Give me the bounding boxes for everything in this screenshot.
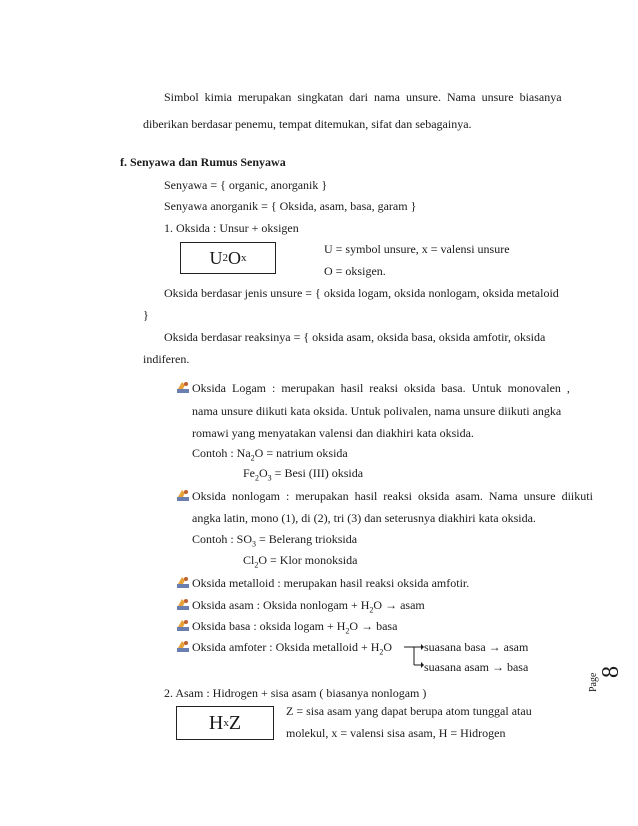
paragraph-line: diberikan berdasar penemu, tempat ditemukan, sifat dan sebagainya. xyxy=(143,117,472,131)
branch-arrow-icon xyxy=(402,640,424,670)
bullet-icon xyxy=(176,619,190,632)
formula-subscript: 2 xyxy=(222,252,228,264)
text-line: } xyxy=(143,308,149,322)
example-line xyxy=(243,466,363,485)
bullet-text: angka latin, mono (1), di (2), tri (3) dan seterusnya diakhiri kata oksida. xyxy=(192,511,536,525)
bullet-icon xyxy=(176,640,190,653)
bullet-icon xyxy=(176,576,190,589)
bullet-text-part: Oksida basa : oksida logam + H xyxy=(192,619,346,633)
subscript: 3 xyxy=(267,473,272,483)
example-text: O = natrium oksida xyxy=(254,446,348,460)
bullet-text-part: O → basa xyxy=(349,619,398,633)
formula-symbol: O xyxy=(228,247,241,268)
example-line xyxy=(192,446,348,465)
bullet-text-part: O xyxy=(383,640,393,654)
example-text: O = Klor monoksida xyxy=(258,553,358,567)
formula-symbol: Z xyxy=(228,711,242,734)
formula-subscript: x xyxy=(223,717,229,729)
bullet-text: nama unsure diikuti kata oksida. Untuk polivalen, nama unsure diikuti angka xyxy=(192,404,562,418)
bullet-text xyxy=(192,598,425,617)
oksida-formula-box xyxy=(180,242,276,274)
page-label: Page xyxy=(588,672,599,692)
bullet-text: Oksida metalloid : merupakan hasil reaksi oksida amfotir. xyxy=(192,576,470,590)
section-heading: f. Senyawa dan Rumus Senyawa xyxy=(120,155,286,169)
formula-note: O = oksigen. xyxy=(324,264,386,278)
bullet-text-part: Oksida asam : Oksida nonlogam + H xyxy=(192,598,370,612)
page-number: 8 xyxy=(598,666,624,678)
bullet-icon xyxy=(176,489,190,502)
example-text: Fe xyxy=(243,466,255,480)
example-text: = Besi (III) oksida xyxy=(271,466,364,480)
paragraph-line: Simbol kimia merupakan singkatan dari nama unsure. Nama unsure biasanya xyxy=(164,90,562,104)
formula-note: molekul, x = valensi sisa asam, H = Hidrogen xyxy=(286,726,506,740)
text-line: indiferen. xyxy=(143,352,190,366)
formula-symbol: H xyxy=(208,711,224,734)
reaction-branch: suasana asam → basa xyxy=(424,660,529,674)
formula-note: Z = sisa asam yang dapat berupa atom tunggal atau xyxy=(286,704,532,718)
text-line: Senyawa = { organic, anorganik } xyxy=(164,178,328,192)
text-line: 1. Oksida : Unsur + oksigen xyxy=(164,221,299,235)
subscript: 2 xyxy=(255,473,259,483)
subscript: 2 xyxy=(379,647,384,657)
text-line: Oksida berdasar reaksinya = { oksida asam, oksida basa, oksida amfotir, oksida xyxy=(164,330,546,344)
example-text: Contoh : SO xyxy=(192,532,253,546)
bullet-icon xyxy=(176,381,190,394)
subscript: 2 xyxy=(345,626,350,636)
subscript: 2 xyxy=(250,453,255,463)
example-line xyxy=(192,532,357,551)
subscript: 3 xyxy=(252,539,257,549)
bullet-icon xyxy=(176,598,190,611)
bullet-text: romawi yang menyatakan valensi dan diakhiri kata oksida. xyxy=(192,426,474,440)
bullet-text xyxy=(192,640,392,659)
text-line: 2. Asam : Hidrogen + sisa asam ( biasanya nonlogam ) xyxy=(164,686,427,700)
formula-subscript: x xyxy=(241,252,247,264)
example-line xyxy=(243,553,357,572)
subscript: 2 xyxy=(369,605,374,615)
example-text: O xyxy=(259,466,268,480)
bullet-text-part: Oksida amfoter : Oksida metalloid + H xyxy=(192,640,380,654)
subscript: 2 xyxy=(254,560,259,570)
example-text: Contoh : Na xyxy=(192,446,251,460)
asam-formula-box xyxy=(176,706,274,740)
bullet-text: Oksida Logam : merupakan hasil reaksi oksida basa. Untuk monovalen , xyxy=(192,381,570,395)
bullet-text-part: O → asam xyxy=(373,598,425,612)
reaction-branch: suasana basa → asam xyxy=(424,640,529,654)
bullet-text xyxy=(192,619,397,638)
formula-note: U = symbol unsure, x = valensi unsure xyxy=(324,242,510,256)
text-line: Oksida berdasar jenis unsure = { oksida logam, oksida nonlogam, oksida metaloid xyxy=(164,286,559,300)
example-text: Cl xyxy=(243,553,255,567)
text-line: Senyawa anorganik = { Oksida, asam, basa, garam } xyxy=(164,199,417,213)
bullet-text: Oksida nonlogam : merupakan hasil reaksi oksida asam. Nama unsure diikuti xyxy=(192,489,593,503)
formula-symbol: U xyxy=(209,247,223,268)
example-text: = Belerang trioksida xyxy=(256,532,358,546)
